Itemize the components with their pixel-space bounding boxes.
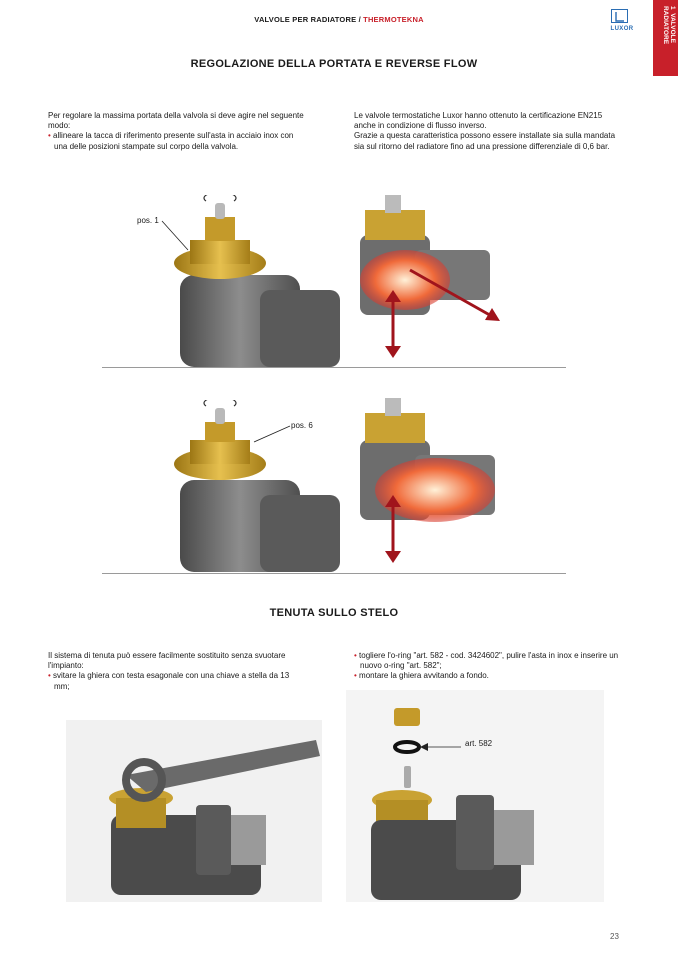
section2-left-bullet: • svitare la ghiera con testa esagonale con una chiave a stella da 13 mm; (48, 671, 306, 691)
section2-title: TENUTA SULLO STELO (269, 607, 399, 619)
header-separator: / (356, 15, 364, 24)
section2-left-intro: Il sistema di tenuta può essere facilmente sostituito senza svuotare l'impianto: (48, 651, 286, 671)
section1-right-text-2: Grazie a questa caratteristica possono essere installate sia sulla mandata sia sul ritorno del radiatore fino ad una pressione differenziale di 0,6 bar. (354, 131, 616, 151)
section1-left-intro: Per regolare la massima portata della valvola si deve agire nel seguente modo: (48, 111, 304, 131)
section1-left-text (48, 111, 306, 152)
header-title (150, 15, 528, 24)
leader-line-pos1 (160, 218, 200, 258)
side-tab (653, 0, 678, 76)
side-tab-label: VALVOLE RADIATORE (662, 6, 676, 45)
section1-left-bullet: • allineare la tacca di riferimento presente sull'asta in acciaio inox con una delle posizioni stampate sul corpo della valvola. (48, 131, 306, 151)
divider-2 (102, 573, 566, 574)
section2-left-text (48, 651, 306, 692)
divider-1 (102, 367, 566, 368)
logo-text: LUXOR (610, 26, 634, 32)
section1-right-text (354, 111, 622, 152)
label-pos6: pos. 6 (291, 421, 313, 430)
section2-right-bullet-2: • montare la ghiera avvitando a fondo. (354, 671, 622, 681)
section2-right-bullet-1: • togliere l'o-ring "art. 582 - cod. 3424602", pulire l'asta in inox e inserire un nuovo o-ring "art. 582"; (354, 651, 622, 671)
header-section: VALVOLE PER RADIATORE (254, 15, 357, 24)
label-pos1: pos. 1 (137, 216, 159, 225)
section1-title: REGOLAZIONE DELLA PORTATA E REVERSE FLOW (190, 58, 478, 70)
section2-right-text (354, 651, 622, 682)
logo-mark-icon (614, 11, 626, 22)
oring-photo (346, 690, 604, 902)
label-art-582: art. 582 (465, 739, 493, 748)
wrench-photo (66, 720, 322, 902)
header-brand-section: THERMOTEKNA (363, 15, 424, 24)
page-number: 23 (610, 932, 619, 941)
valve-cutaway-1-illustration (355, 190, 505, 360)
section1-right-text-1: Le valvole termostatiche Luxor hanno ottenuto la certificazione EN215 anche in condizione di flusso inverso. (354, 111, 603, 131)
leader-line-pos6 (250, 424, 292, 454)
side-tab-number: 1 (669, 6, 676, 10)
valve-cutaway-2-illustration (355, 395, 505, 567)
